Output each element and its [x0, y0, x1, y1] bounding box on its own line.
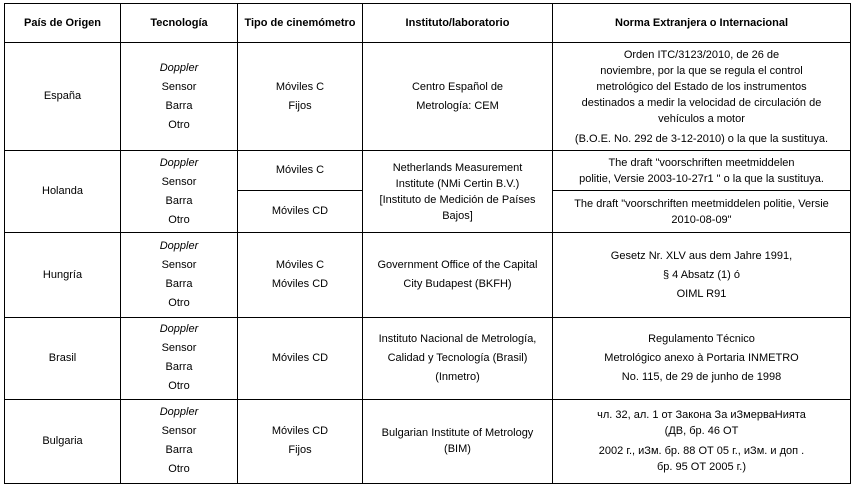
header-norma: Norma Extranjera o Internacional — [553, 4, 851, 43]
cell-tipo — [238, 399, 363, 483]
norma-line: Metrológico anexo à Portaria INMETRO — [604, 351, 799, 364]
cell-norma — [553, 151, 851, 191]
cell-tipo — [238, 43, 363, 151]
cell-tipo: Móviles CD — [238, 191, 363, 233]
norma-line: metrológico del Estado de los instrumentos — [596, 80, 807, 93]
instituto-line: City Budapest (BKFH) — [403, 278, 512, 290]
cell-pais: Bulgaria — [5, 399, 121, 483]
instituto-line: Government Office of the Capital — [377, 259, 538, 271]
tech-sensor: Sensor — [161, 425, 197, 438]
norma-line: The draft "voorschriften meetmiddelen politie, Versie — [574, 197, 829, 210]
tech-doppler: Doppler — [159, 61, 199, 74]
norma-line: Gesetz Nr. XLV aus dem Jahre 1991, — [610, 249, 793, 262]
norma-line: Regulamento Técnico — [648, 332, 755, 345]
norma-line: 2002 г., иЗм. бр. 88 ОТ 05 г., иЗм. и доп . — [598, 445, 805, 458]
instituto-line: Metrología: CEM — [416, 99, 499, 112]
tech-sensor: Sensor — [161, 342, 197, 355]
tech-doppler: Doppler — [159, 240, 199, 252]
cell-instituto — [363, 317, 553, 399]
table-row-holanda — [5, 151, 851, 191]
tipo-line: Fijos — [288, 99, 312, 112]
norma-line: destinados a medir la velocidad de circulación de — [581, 96, 822, 109]
table-row-espana — [5, 43, 851, 151]
cell-pais: Hungría — [5, 233, 121, 317]
cell-pais: Holanda — [5, 151, 121, 233]
norma-line: politie, Versie 2003-10-27r1 " o la que la sustituya. — [579, 172, 824, 185]
norma-line: No. 115, de 29 de junho de 1998 — [621, 370, 782, 383]
header-instituto: Instituto/laboratorio — [363, 4, 553, 43]
tech-barra: Barra — [165, 444, 193, 457]
cell-norma — [553, 233, 851, 317]
tipo-line: Fijos — [288, 444, 312, 457]
header-row — [5, 4, 851, 43]
tech-barra: Barra — [165, 361, 193, 374]
tech-barra: Barra — [165, 194, 193, 207]
cell-tecnologia — [121, 151, 238, 233]
norma-line: noviembre, por la que se regula el control — [600, 64, 803, 77]
tech-otro: Otro — [168, 118, 190, 131]
instituto-line: (BIM) — [444, 443, 471, 456]
norma-line: (ДВ, бр. 46 ОТ — [664, 425, 739, 438]
tech-doppler: Doppler — [159, 156, 199, 169]
cell-tecnologia — [121, 399, 238, 483]
cell-instituto — [363, 43, 553, 151]
header-pais: País de Origen — [5, 4, 121, 43]
instituto-line: Instituto Nacional de Metrología, — [378, 332, 537, 345]
cell-tipo — [238, 233, 363, 317]
norma-line: vehículos a motor — [658, 112, 745, 125]
cell-tipo: Móviles C — [238, 151, 363, 191]
tech-sensor: Sensor — [161, 259, 197, 271]
norma-line: 2010-08-09" — [671, 213, 732, 226]
norma-line: The draft "voorschriften meetmiddelen — [608, 156, 795, 169]
tech-sensor: Sensor — [161, 80, 197, 93]
tech-otro: Otro — [168, 463, 190, 476]
tipo-line: Móviles C — [275, 80, 325, 93]
cell-tecnologia — [121, 43, 238, 151]
cell-pais: España — [5, 43, 121, 151]
cell-norma — [553, 43, 851, 151]
tech-doppler: Doppler — [159, 323, 199, 336]
tech-otro: Otro — [168, 297, 190, 309]
table-row-bulgaria — [5, 399, 851, 483]
cell-instituto — [363, 233, 553, 317]
tech-otro: Otro — [168, 380, 190, 393]
cell-norma — [553, 191, 851, 233]
standards-table — [4, 3, 851, 484]
norma-line: § 4 Absatz (1) ó — [662, 268, 741, 281]
tipo-line: Móviles C — [275, 259, 325, 271]
tech-otro: Otro — [168, 213, 190, 226]
table-row-hungria — [5, 233, 851, 317]
cell-tecnologia — [121, 317, 238, 399]
tech-doppler: Doppler — [159, 406, 199, 419]
norma-line: чл. 32, ал. 1 от Закона За иЗмерваНията — [597, 409, 806, 422]
norma-line: бр. 95 ОТ 2005 г.) — [656, 461, 747, 474]
cell-norma — [553, 399, 851, 483]
tech-barra: Barra — [165, 99, 193, 112]
tipo-line: Móviles CD — [271, 278, 329, 290]
instituto-line: Bulgarian Institute of Metrology — [381, 427, 534, 440]
instituto-line: Centro Español de — [411, 80, 504, 93]
header-tipo: Tipo de cinemómetro — [238, 4, 363, 43]
cell-norma — [553, 317, 851, 399]
cell-instituto — [363, 399, 553, 483]
cell-pais: Brasil — [5, 317, 121, 399]
tech-barra: Barra — [165, 278, 193, 290]
tech-sensor: Sensor — [161, 175, 197, 188]
cell-tipo — [238, 317, 363, 399]
table-row-brasil — [5, 317, 851, 399]
instituto-line: Bajos] — [442, 209, 473, 222]
cell-tecnologia — [121, 233, 238, 317]
norma-line: OIML R91 — [676, 287, 727, 300]
tipo-line: Móviles CD — [271, 351, 329, 364]
header-tecnologia: Tecnología — [121, 4, 238, 43]
instituto-line: (Inmetro) — [435, 370, 480, 383]
tipo-line: Móviles CD — [271, 425, 329, 438]
cell-instituto — [363, 151, 553, 233]
norma-line: Orden ITC/3123/2010, de 26 de — [623, 48, 780, 61]
instituto-line: Institute (NMi Certin B.V.) — [395, 177, 520, 190]
instituto-line: Netherlands Measurement — [392, 161, 523, 174]
instituto-line: [Instituto de Medición de Países — [379, 193, 536, 206]
norma-line: (B.O.E. No. 292 de 3-12-2010) o la que la sustituya. — [574, 132, 829, 145]
instituto-line: Calidad y Tecnología (Brasil) — [387, 351, 528, 364]
